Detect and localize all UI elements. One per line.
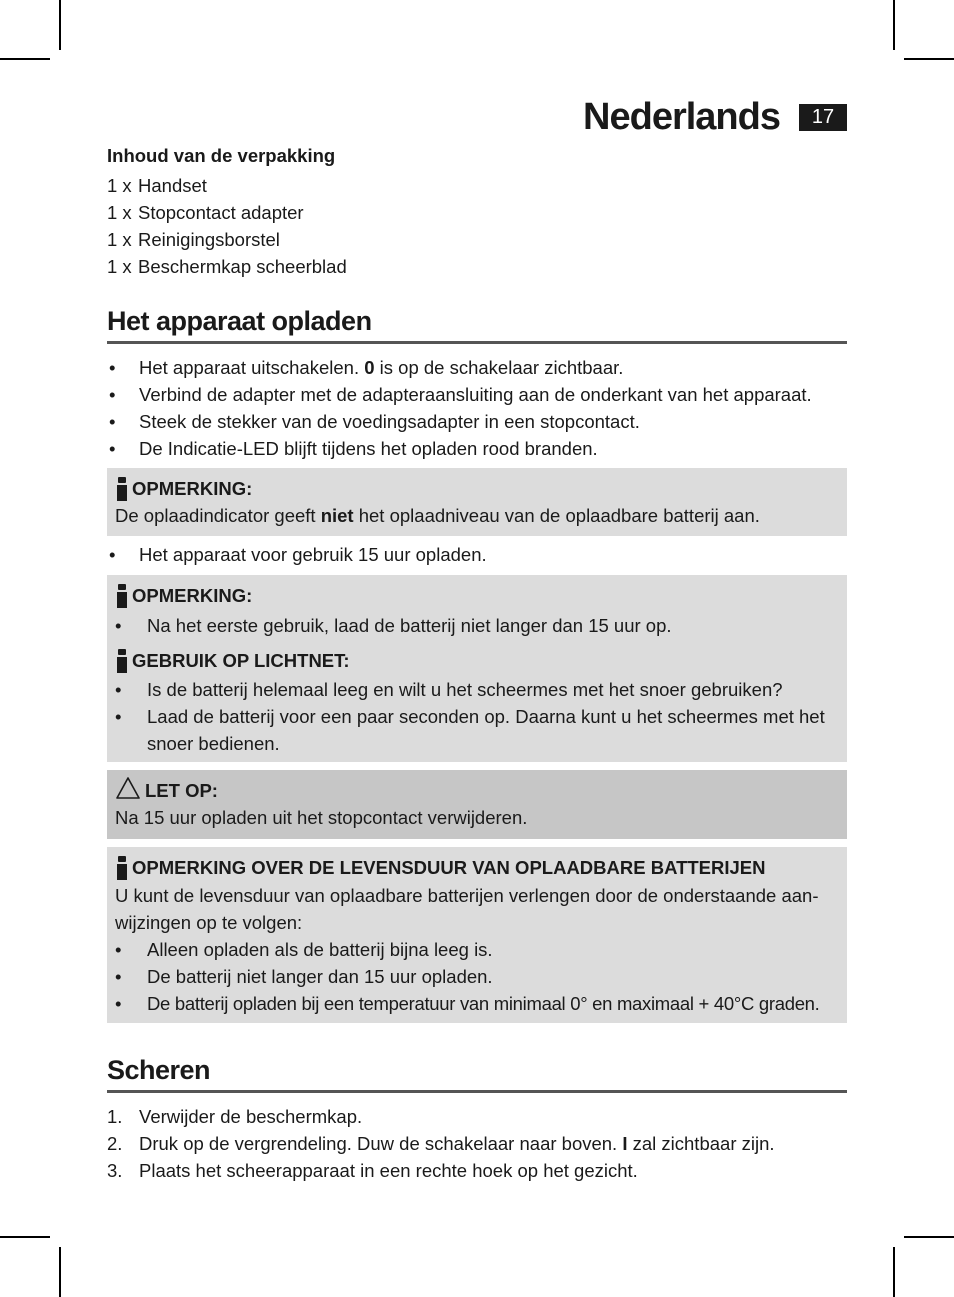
- list-item: [107, 354, 847, 381]
- package-qty: 1 x: [107, 202, 132, 223]
- note-heading-label: OPMERKING:: [132, 478, 253, 499]
- text: is op de schakelaar zichtbaar.: [374, 357, 624, 378]
- package-name: Reinigingsborstel: [138, 229, 280, 250]
- list-item: • De Indicatie-LED blijft tijdens het opladen rood branden.: [107, 435, 847, 462]
- page-number: 17: [799, 104, 847, 131]
- shaving-steps: [107, 1103, 847, 1184]
- list-item: [107, 1157, 847, 1184]
- package-item: [107, 253, 847, 280]
- list-item: • Alleen opladen als de batterij bijna leeg is.: [115, 936, 839, 963]
- crop-mark: [893, 0, 895, 50]
- battery-life-box: [107, 847, 847, 1023]
- emphasis: niet: [320, 505, 354, 526]
- note-list: [115, 612, 839, 639]
- crop-mark: [0, 58, 50, 60]
- list-item: [107, 1103, 847, 1130]
- info-icon: [115, 477, 129, 501]
- package-item: [107, 199, 847, 226]
- step-number: 3.: [107, 1160, 123, 1181]
- note-heading-label: OPMERKING:: [132, 585, 253, 606]
- battery-life-heading-label: OPMERKING OVER DE LEVENSDUUR VAN OPLAADBARE BATTERIJEN: [132, 857, 766, 878]
- text: De oplaadindicator geeft: [115, 505, 321, 526]
- crop-mark: [59, 1247, 61, 1297]
- warning-text: Na 15 uur opladen uit het stopcontact verwijderen.: [115, 807, 528, 828]
- warning-heading-label: LET OP:: [145, 780, 218, 801]
- info-icon: [115, 649, 129, 673]
- list-item: • Laad de batterij voor een paar seconden op. Daarna kunt u het scheermes met het snoer bedienen.: [115, 703, 839, 757]
- package-qty: 1 x: [107, 256, 132, 277]
- list-item: • Na het eerste gebruik, laad de batterij niet langer dan 15 uur op.: [115, 612, 839, 639]
- text: het oplaadniveau van de oplaadbare batterij aan.: [353, 505, 760, 526]
- step-number: 1.: [107, 1106, 123, 1127]
- list-item: • Is de batterij helemaal leeg en wilt u het scheermes met het snoer gebruiken?: [115, 676, 839, 703]
- list-item: • De batterij niet langer dan 15 uur opladen.: [115, 963, 839, 990]
- package-item: [107, 226, 847, 253]
- list-item: • Steek de stekker van de voedingsadapter in een stopcontact.: [107, 408, 847, 435]
- battery-life-heading: [115, 855, 839, 881]
- package-item: [107, 172, 847, 199]
- warning-box: [107, 770, 847, 839]
- mains-list: [115, 676, 839, 757]
- step-number: 2.: [107, 1133, 123, 1154]
- list-item: • Het apparaat voor gebruik 15 uur opladen.: [107, 541, 847, 568]
- note-heading: [115, 476, 839, 502]
- package-qty: 1 x: [107, 229, 132, 250]
- info-icon: [115, 584, 129, 608]
- list-item: • De batterij opladen bij een temperatuur van minimaal 0° en maximaal + 40°C graden.: [115, 990, 839, 1017]
- package-name: Beschermkap scheerblad: [138, 256, 347, 277]
- note-box: [107, 468, 847, 536]
- note-box: [107, 575, 847, 762]
- note-text: [115, 502, 839, 529]
- charging-steps-2: [107, 541, 847, 568]
- note-heading: [115, 583, 839, 609]
- battery-life-text: U kunt de levensduur van oplaadbare batterijen verlengen door de onderstaande aan-wijzingen op te volgen:: [115, 885, 819, 933]
- text: Plaats het scheerapparaat in een rechte hoek op het gezicht.: [139, 1160, 638, 1181]
- switch-symbol: 0: [364, 357, 375, 378]
- warning-heading: [115, 778, 839, 804]
- battery-life-list: [115, 936, 839, 1017]
- crop-mark: [0, 1236, 50, 1238]
- package-qty: 1 x: [107, 175, 132, 196]
- text: Druk op de vergrendeling. Duw de schakelaar naar boven.: [139, 1133, 623, 1154]
- package-heading: Inhoud van de verpakking: [107, 145, 336, 166]
- charging-steps: [107, 354, 847, 462]
- list-item: • Verbind de adapter met de adapteraansluiting aan de onderkant van het apparaat.: [107, 381, 847, 408]
- page-content: [107, 145, 847, 1184]
- list-item: [107, 1130, 847, 1157]
- page-title: Nederlands: [583, 96, 780, 138]
- package-name: Stopcontact adapter: [138, 202, 304, 223]
- switch-symbol: I: [622, 1133, 628, 1154]
- warning-icon: [115, 776, 141, 807]
- text: Verwijder de beschermkap.: [139, 1106, 363, 1127]
- section-title-charging: Het apparaat opladen: [107, 306, 847, 344]
- package-name: Handset: [138, 175, 207, 196]
- mains-heading-label: GEBRUIK OP LICHTNET:: [132, 650, 350, 671]
- text: Het apparaat uitschakelen.: [139, 357, 365, 378]
- package-list: [107, 172, 847, 280]
- section-title-shaving: Scheren: [107, 1055, 847, 1093]
- crop-mark: [904, 58, 954, 60]
- crop-mark: [59, 0, 61, 50]
- mains-heading: [115, 648, 839, 674]
- crop-mark: [893, 1247, 895, 1297]
- text: zal zichtbaar zijn.: [627, 1133, 775, 1154]
- crop-mark: [904, 1236, 954, 1238]
- info-icon: [115, 856, 129, 880]
